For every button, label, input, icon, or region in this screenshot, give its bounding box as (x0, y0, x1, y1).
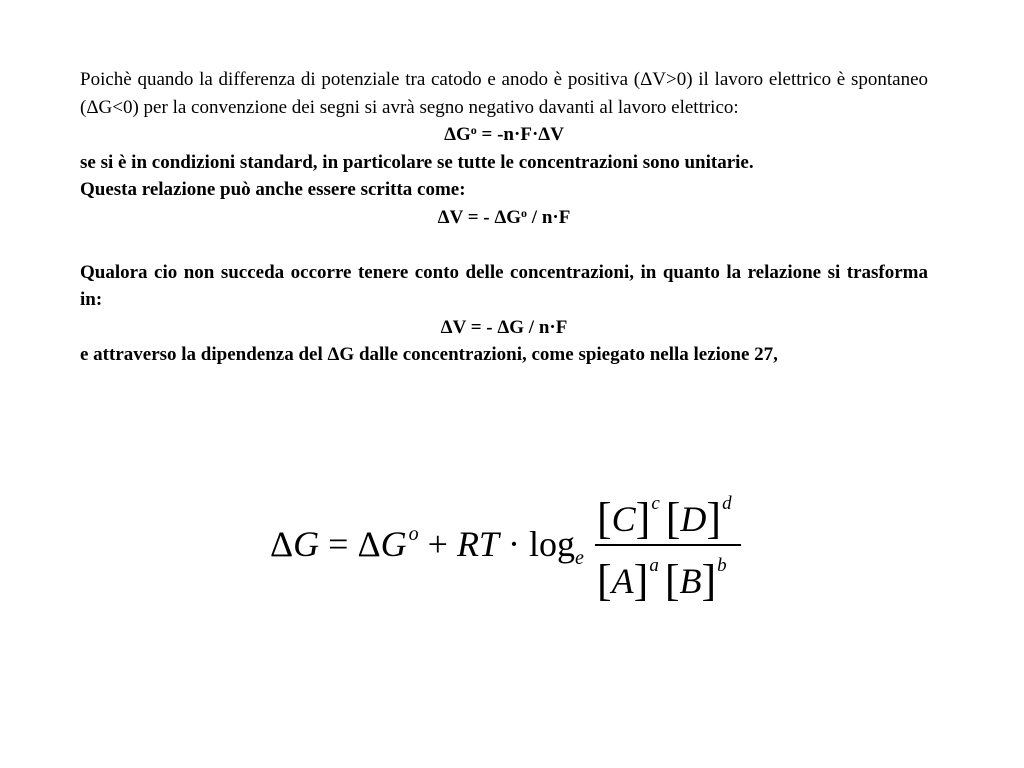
exponent-b: b (717, 555, 727, 576)
fraction-numerator (597, 491, 738, 542)
exponent-a: a (649, 555, 659, 576)
formula-plus: + (418, 524, 457, 564)
formula-dot: · (498, 524, 529, 564)
formula-equals: = (319, 524, 358, 564)
species-b: B (679, 561, 702, 601)
bracket-open: [ (597, 494, 612, 543)
bracket-open: [ (665, 494, 681, 543)
fraction-denominator (597, 553, 733, 604)
eq1-rest: = -n·F·ΔV (476, 124, 564, 145)
bracket-close: ] (633, 556, 649, 605)
nernst-free-energy-formula (270, 485, 770, 605)
eq2-rest: / n·F (527, 206, 571, 228)
formula-g-2: G (380, 524, 407, 564)
bracket-close: ] (706, 494, 722, 543)
exponent-d: d (722, 493, 732, 514)
formula-g-2-superscript: o (408, 523, 419, 545)
bracket-close: ] (701, 556, 717, 605)
eq2-superscript: o (521, 205, 528, 220)
formula-log-base: e (574, 547, 584, 569)
text-block (80, 66, 928, 369)
line-dependence: e attraverso la dipendenza del ΔG dalle concentrazioni, come spiegato nella lezione 27, (80, 344, 778, 365)
species-d: D (680, 499, 707, 539)
bracket-open: [ (597, 556, 612, 605)
formula-left-side (270, 523, 584, 569)
equation-potential-standard (80, 204, 928, 232)
formula-g-1: G (293, 524, 320, 564)
eq1-superscript: o (470, 123, 477, 137)
formula-log: log (528, 524, 575, 564)
exponent-c: c (651, 493, 660, 514)
equation-potential: ΔV = - ΔG / n·F (440, 316, 568, 338)
bracket-open: [ (664, 556, 680, 605)
line-relation: Questa relazione può anche essere scritta come: (80, 179, 466, 200)
formula-fraction (595, 485, 745, 605)
paragraph-concentrations: Qualora cio non succeda occorre tenere conto delle concentrazioni, in quanto la relazione si trasforma in: (80, 261, 928, 310)
fraction-bar (595, 544, 741, 546)
species-a: A (611, 561, 634, 601)
paragraph-intro: Poichè quando la differenza di potenziale tra catodo e anodo è positiva (ΔV>0) il lavoro elettrico è spontaneo (ΔG<0) per la convenzione dei segni si avrà segno negativo davanti al lavoro elettrico: (80, 69, 928, 118)
eq2-lead: ΔV = - ΔG (437, 206, 522, 228)
formula-rt: RT (456, 524, 499, 564)
eq1-lead: ΔG (444, 124, 471, 145)
species-c: C (611, 499, 636, 539)
line-standard-conditions: se si è in condizioni standard, in particolare se tutte le concentrazioni sono unitarie. (80, 151, 754, 173)
spacer (80, 231, 928, 259)
formula-delta-2: Δ (357, 524, 381, 564)
bracket-close: ] (635, 494, 651, 543)
equation-standard-free-energy (80, 121, 928, 149)
formula-delta-1: Δ (270, 524, 294, 564)
